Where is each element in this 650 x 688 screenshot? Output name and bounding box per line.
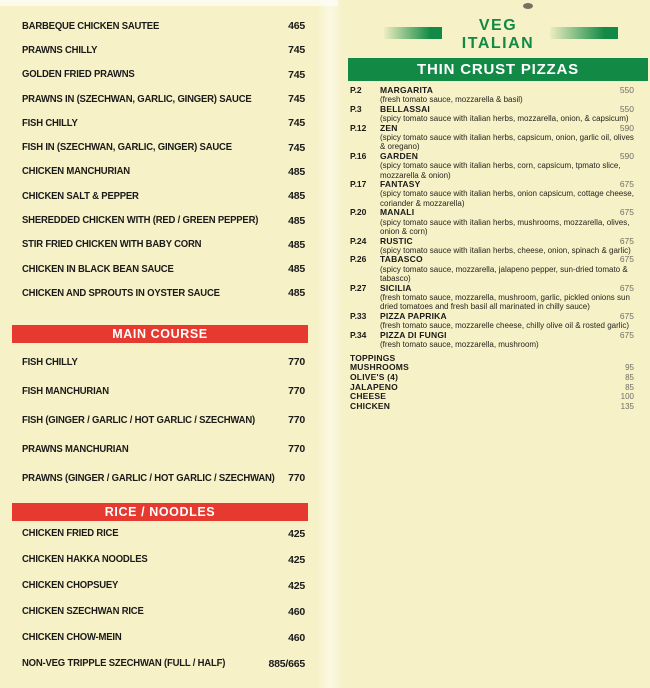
pizza-name: BELLASSAI [380, 103, 430, 114]
right-column [348, 0, 648, 411]
pizza-item [348, 208, 648, 236]
menu-item-price: 465 [288, 20, 305, 33]
topping-name: JALAPENO [350, 381, 398, 392]
menu-item-row [12, 521, 308, 547]
pizza-name: FANTASY [380, 179, 421, 190]
menu-item-price: 770 [288, 443, 305, 456]
topping-price: 135 [620, 401, 634, 411]
pizza-item [348, 312, 648, 331]
menu-item-row [12, 281, 308, 305]
menu-item-price: 425 [288, 553, 305, 566]
pizza-price: 590 [619, 150, 634, 161]
menu-item-name: PRAWNS (GINGER / GARLIC / HOT GARLIC / SZECHWAN) [22, 472, 275, 484]
menu-item-row [12, 257, 308, 281]
menu-item-name: NON-VEG TRIPPLE SZECHWAN (FULL / HALF) [22, 658, 226, 670]
menu-item-price: 745 [288, 141, 305, 154]
menu-item-price: 770 [288, 356, 305, 369]
pizza-code: P.24 [350, 235, 367, 246]
pizza-code: P.27 [350, 282, 367, 293]
menu-item-price: 885/665 [268, 657, 305, 670]
pizza-name: RUSTIC [380, 235, 413, 246]
pizza-name: GARDEN [380, 150, 419, 161]
veg-italian-header [348, 0, 648, 53]
pizza-description: (fresh tomato sauce, mozzarella & basil) [380, 95, 523, 105]
menu-item-row [12, 573, 308, 599]
menu-item-name: CHICKEN FRIED RICE [22, 528, 119, 540]
pizza-name: TABASCO [380, 254, 423, 265]
menu-item-name: CHICKEN CHOW-MEIN [22, 632, 122, 644]
pizza-price: 675 [619, 179, 634, 190]
menu-item-price: 460 [288, 631, 305, 644]
pizza-price: 675 [619, 282, 634, 293]
pizza-price: 550 [619, 103, 634, 114]
menu-item-name: FISH IN (SZECHWAN, GARLIC, GINGER) SAUCE [22, 142, 232, 154]
pizza-name: MANALI [380, 207, 415, 218]
menu-item-row [12, 625, 308, 651]
section-header-rice-noodles: RICE / NOODLES [12, 503, 308, 521]
pizza-item [348, 237, 648, 256]
menu-item-row [12, 63, 308, 87]
menu-item-name: FISH CHILLY [22, 356, 78, 368]
pizza-name: SICILIA [380, 282, 412, 293]
menu-item-row [12, 160, 308, 184]
menu-item-row [12, 135, 308, 159]
menu-item-name: CHICKEN MANCHURIAN [22, 166, 130, 178]
pizza-description: (spicy tomato sauce with italian herbs, mushrooms, mozzarella, olives, onion & corn) [380, 217, 630, 237]
topping-price: 85 [625, 382, 634, 392]
menu-item-row [12, 377, 308, 406]
menu-item-row [12, 87, 308, 111]
menu-item-name: STIR FRIED CHICKEN WITH BABY CORN [22, 239, 202, 251]
pizza-description: (spicy tomato sauce with italian herbs, corn, capsicum, tpmato slice, mozzarella & onion) [380, 161, 621, 180]
veg-title-line2: ITALIAN [461, 35, 535, 52]
section-main-course [12, 348, 308, 493]
pizza-price: 675 [619, 310, 634, 321]
topping-price: 95 [625, 363, 634, 373]
menu-item-price: 425 [288, 579, 305, 592]
menu-item-name: FISH MANCHURIAN [22, 385, 109, 397]
menu-item-price: 745 [288, 117, 305, 130]
pizza-description: (fresh tomato sauce, mozzarelle cheese, chilly olive oil & rosted garlic) [380, 321, 629, 331]
menu-item-price: 485 [288, 214, 305, 227]
menu-item-price: 745 [288, 93, 305, 106]
topping-price: 85 [625, 372, 634, 382]
pizza-item [348, 152, 648, 180]
topping-row [350, 383, 648, 393]
left-stripe-decoration [384, 27, 442, 39]
menu-item-name: CHICKEN CHOPSUEY [22, 580, 119, 592]
menu-item-row [12, 184, 308, 208]
menu-item-row [12, 599, 308, 625]
pizza-item [348, 180, 648, 208]
menu-item-row [12, 208, 308, 232]
pizza-description: (spicy tomato sauce with italian herbs, capsicum, onion, garlic oil, olives & oregano) [380, 133, 634, 152]
menu-item-row [12, 435, 308, 464]
menu-item-name: PRAWNS CHILLY [22, 44, 98, 56]
menu-item-name: GOLDEN FRIED PRAWNS [22, 69, 135, 81]
menu-item-price: 460 [288, 605, 305, 618]
pizza-item [348, 86, 648, 105]
section-rice-noodles [12, 521, 308, 677]
menu-item-row [12, 547, 308, 573]
menu-item-row [12, 406, 308, 435]
menu-item-price: 485 [288, 263, 305, 276]
thin-crust-pizzas-header: THIN CRUST PIZZAS [348, 58, 648, 81]
section-header-main-course: MAIN COURSE [12, 325, 308, 343]
pizza-item [348, 255, 648, 283]
left-column [12, 0, 308, 677]
topping-price: 100 [620, 392, 634, 402]
menu-item-name: PRAWNS IN (SZECHWAN, GARLIC, GINGER) SAUCE [22, 93, 252, 105]
column-seam [316, 0, 344, 688]
topping-name: CHICKEN [350, 400, 391, 411]
veg-title-line1: VEG [478, 17, 518, 34]
menu-item-name: CHICKEN SZECHWAN RICE [22, 606, 144, 618]
menu-item-name: SHEREDDED CHICKEN WITH (RED / GREEN PEPPER) [22, 215, 259, 227]
menu-item-name: PRAWNS MANCHURIAN [22, 443, 129, 455]
pizza-price: 590 [619, 122, 634, 133]
pizza-price: 675 [619, 254, 634, 265]
pizza-description: (fresh tomato sauce, mozzarella, mushroom) [380, 339, 539, 349]
pizza-item [348, 105, 648, 124]
section-starters [12, 14, 308, 306]
pizza-description: (spicy tomato sauce with italian herbs, onion capsicum, cottage cheese, coriander & mozzarella) [380, 189, 634, 208]
pizza-description: (spicy tomato sauce with italian herbs, mozzarella, onion, & capsicum) [380, 114, 629, 124]
menu-item-name: CHICKEN SALT & PEPPER [22, 190, 139, 202]
toppings-header: TOPPINGS [350, 353, 396, 364]
menu-item-price: 485 [288, 165, 305, 178]
pizza-item [348, 124, 648, 152]
menu-item-price: 425 [288, 527, 305, 540]
pizza-code: P.33 [350, 310, 367, 321]
topping-row [350, 402, 648, 412]
menu-item-name: FISH (GINGER / GARLIC / HOT GARLIC / SZECHWAN) [22, 414, 255, 426]
pizza-price: 675 [619, 329, 634, 340]
menu-item-price: 485 [288, 287, 305, 300]
pizza-code: P.20 [350, 207, 367, 218]
pizza-code: P.17 [350, 179, 367, 190]
pizza-item [348, 331, 648, 350]
menu-item-price: 770 [288, 472, 305, 485]
menu-item-row [12, 111, 308, 135]
pizza-code: P.16 [350, 150, 367, 161]
pizza-name: MARGARITA [380, 85, 434, 95]
menu-item-row [12, 651, 308, 677]
topping-name: OLIVE'S (4) [350, 371, 399, 382]
menu-item-row [12, 348, 308, 377]
menu-item-name: CHICKEN IN BLACK BEAN SAUCE [22, 263, 174, 275]
menu-item-name: CHICKEN AND SPROUTS IN OYSTER SAUCE [22, 287, 220, 299]
pizza-description: (spicy tomato sauce, mozzarella, jalapeno pepper, sun-dried tomato & tabasco) [380, 264, 628, 284]
pizza-description: (fresh tomato sauce, mozzarella, mushroom, garlic, pickled onions sun dried tomatoes and fresh basil all marinated in chilly sauce) [380, 292, 630, 312]
menu-item-price: 770 [288, 414, 305, 427]
pizza-code: P.12 [350, 122, 367, 133]
menu-item-name: CHICKEN HAKKA NOODLES [22, 554, 148, 566]
pizza-item [348, 284, 648, 312]
right-stripe-decoration [550, 27, 618, 39]
topping-name: CHEESE [350, 391, 387, 402]
pizza-name: PIZZA DI FUNGI [380, 329, 447, 340]
menu-item-price: 485 [288, 238, 305, 251]
pizza-list [348, 86, 648, 349]
pizza-price: 675 [619, 207, 634, 218]
topping-name: MUSHROOMS [350, 362, 409, 373]
pizza-description: (spicy tomato sauce with italian herbs, cheese, onion, spinach & garlic) [380, 245, 631, 255]
pizza-price: 675 [619, 235, 634, 246]
menu-item-row [12, 464, 308, 493]
menu-item-price: 770 [288, 385, 305, 398]
pizza-name: ZEN [380, 122, 398, 133]
menu-item-row [12, 14, 308, 38]
pizza-code: P.26 [350, 254, 367, 265]
menu-item-row [12, 38, 308, 62]
menu-item-price: 485 [288, 190, 305, 203]
pizza-name: PIZZA PAPRIKA [380, 310, 447, 321]
menu-item-name: BARBEQUE CHICKEN SAUTEE [22, 20, 160, 32]
menu-item-price: 745 [288, 44, 305, 57]
toppings-section [348, 353, 648, 411]
pizza-code: P.2 [350, 85, 362, 95]
menu-item-price: 745 [288, 68, 305, 81]
pizza-code: P.3 [350, 103, 362, 114]
pizza-code: P.34 [350, 329, 367, 340]
menu-item-row [12, 233, 308, 257]
topping-row [350, 392, 648, 402]
menu-item-name: FISH CHILLY [22, 117, 78, 129]
pizza-price: 550 [619, 85, 634, 95]
